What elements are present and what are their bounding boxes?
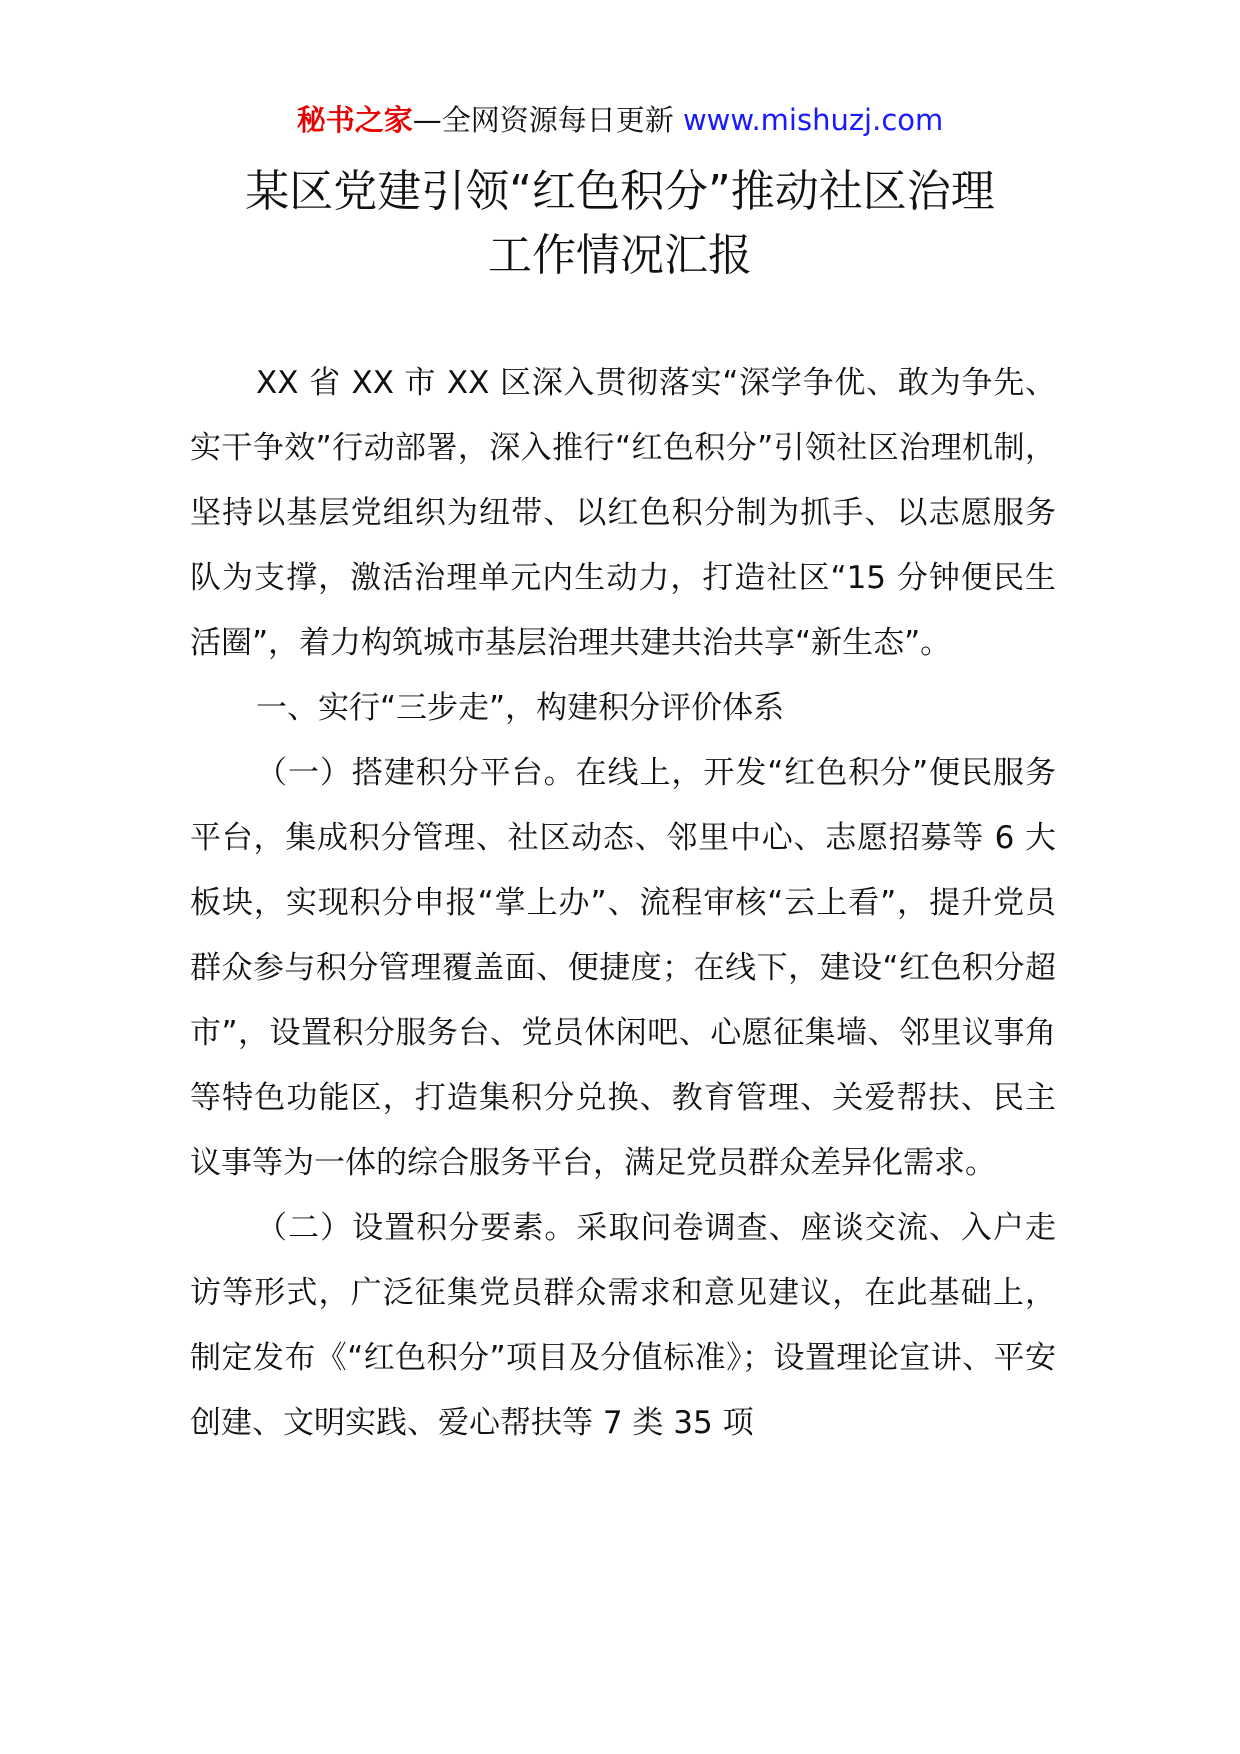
site-header	[0, 100, 1240, 140]
section-heading-1: 一、实行“三步走”，构建积分评价体系	[256, 690, 785, 726]
site-url-link[interactable]: www.mishuzj.com	[682, 103, 944, 137]
intro-paragraph: XX 省 XX 市 XX 区深入贯彻落实“深学争优、敢为争先、实干争效”行动部署，深入推行“红色积分”引领社区治理机制，坚持以基层党组织为纽带、以红色积分制为抓手、以志愿服务队为支撑，激活治理单元内生动力，打造社区“15 分钟便民生活圈”，着力构筑城市基层治理共建共治共享“新生态”。	[190, 365, 1056, 661]
document-title	[150, 160, 1090, 288]
title-line-2: 工作情况汇报	[488, 230, 752, 281]
subsection-paragraph-1: （一）搭建积分平台。在线上，开发“红色积分”便民服务平台，集成积分管理、社区动态、邻里中心、志愿招募等 6 大板块，实现积分申报“掌上办”、流程审核“云上看”，提升党员群众参与积分管理覆盖面、便捷度；在线下，建设“红色积分超市”，设置积分服务台、党员休闲吧、心愿征集墙、邻里议事角等特色功能区，打造集积分兑换、教育管理、关爱帮扶、民主议事等为一体的综合服务平台，满足党员群众差异化需求。	[190, 755, 1056, 1181]
document-body	[190, 351, 1056, 1456]
site-tagline: —全网资源每日更新	[412, 103, 683, 137]
subsection-paragraph-2: （二）设置积分要素。采取问卷调查、座谈交流、入户走访等形式，广泛征集党员群众需求和意见建议，在此基础上，制定发布《“红色积分”项目及分值标准》；设置理论宣讲、平安创建、文明实践、爱心帮扶等 7 类 35 项	[190, 1210, 1056, 1441]
title-line-1: 某区党建引领“红色积分”推动社区治理	[245, 166, 995, 217]
site-brand[interactable]: 秘书之家	[296, 103, 413, 137]
